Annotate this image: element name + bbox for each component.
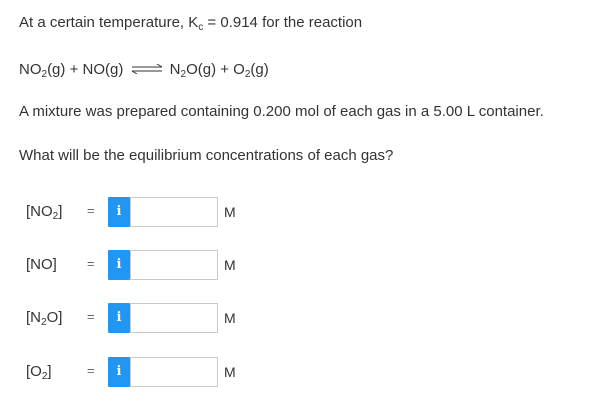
kc-subscript: c xyxy=(198,22,204,33)
info-icon[interactable]: i xyxy=(108,250,130,280)
answer-row-no2 xyxy=(0,196,591,228)
product-o2-state: (g) xyxy=(250,61,269,78)
label-o2: $[O_2]$ xyxy=(26,363,52,382)
reactant-no2: NO xyxy=(19,61,42,78)
equals-sign: = xyxy=(87,363,95,378)
info-icon[interactable]: i xyxy=(108,357,130,387)
unit-label: M xyxy=(224,257,236,273)
label-n2o: $[N_2O]$ xyxy=(26,309,63,328)
unit-label: M xyxy=(224,310,236,326)
answer-row-no xyxy=(0,249,591,281)
n2o-concentration-input[interactable] xyxy=(130,303,218,333)
equals-sign: = xyxy=(87,256,95,271)
mixture-text: A mixture was prepared containing 0.200 mol of each gas in a 5.00 L container. xyxy=(19,103,544,120)
label-no2: $[NO_2]$ xyxy=(26,203,63,222)
info-icon[interactable]: i xyxy=(108,303,130,333)
intro-text-pre: At a certain temperature, K xyxy=(19,14,199,31)
unit-label: M xyxy=(224,204,236,220)
answer-row-n2o xyxy=(0,302,591,334)
product-o2-sub: 2 xyxy=(244,69,251,80)
no2-concentration-input[interactable] xyxy=(130,197,218,227)
reactant-rest: (g) + NO(g) xyxy=(47,61,124,78)
equals-sign: = xyxy=(87,309,95,324)
reaction-equation xyxy=(19,61,269,78)
product-rest: O(g) + O xyxy=(186,61,245,78)
no-concentration-input[interactable] xyxy=(130,250,218,280)
question-text: What will be the equilibrium concentrations of each gas? xyxy=(19,147,394,164)
product-n-sub: 2 xyxy=(180,69,187,80)
equals-sign: = xyxy=(87,203,95,218)
intro-text xyxy=(19,14,362,31)
reactant-no2-sub: 2 xyxy=(41,69,48,80)
product-n: N xyxy=(169,61,181,78)
unit-label: M xyxy=(224,364,236,380)
equilibrium-arrow-icon xyxy=(131,64,163,74)
answer-row-o2 xyxy=(0,356,591,388)
intro-text-post: = 0.914 for the reaction xyxy=(203,14,363,31)
label-no: [NO] xyxy=(26,256,57,273)
o2-concentration-input[interactable] xyxy=(130,357,218,387)
info-icon[interactable]: i xyxy=(108,197,130,227)
